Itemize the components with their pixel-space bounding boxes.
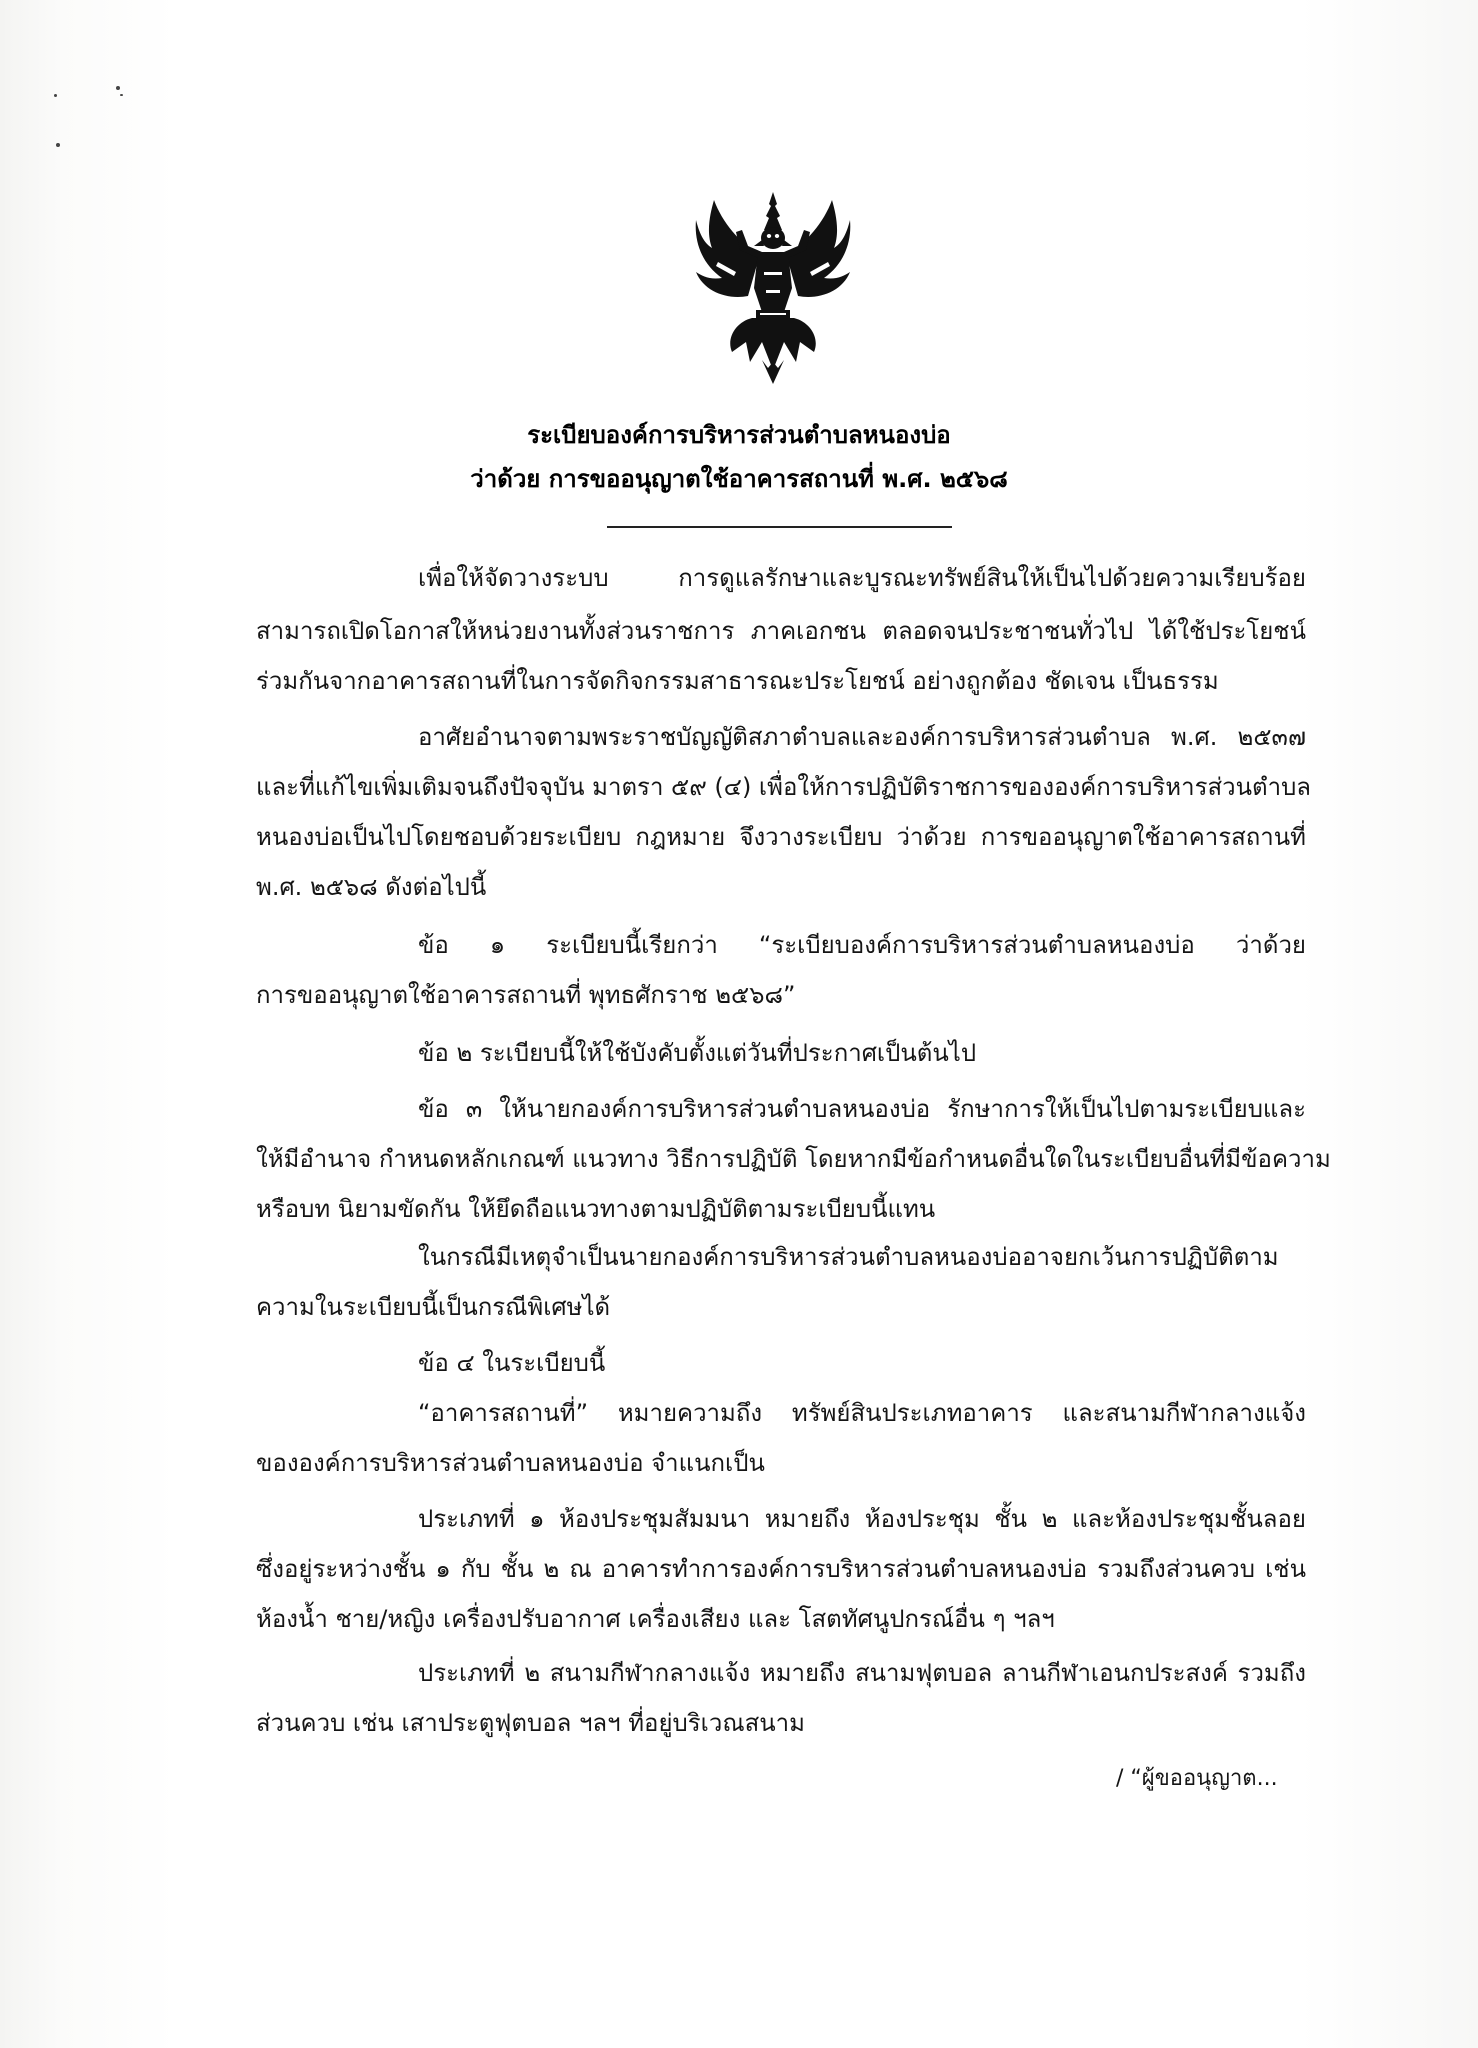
body-line: ห้องน้ำ ชาย/หญิง เครื่องปรับอากาศ เครื่องเสียง และ โสตทัศนูปกรณ์อื่น ๆ ฯลฯ — [256, 1605, 1055, 1633]
body-line: เพื่อให้จัดวางระบบ การดูแลรักษาและบูรณะทรัพย์สินให้เป็นไปด้วยความเรียบร้อย — [418, 564, 1306, 592]
clause-1: ข้อ ๑ ระเบียบนี้เรียกว่า “ระเบียบองค์การบริหารส่วนตำบลหนองบ่อ ว่าด้วย — [418, 931, 1306, 959]
body-line: การขออนุญาตใช้อาคารสถานที่ พุทธศักราช ๒๕๖๘” — [256, 981, 796, 1009]
body-line: ความในระเบียบนี้เป็นกรณีพิเศษได้ — [256, 1293, 611, 1321]
body-line: ส่วนควบ เช่น เสาประตูฟุตบอล ฯลฯ ที่อยู่บริเวณสนาม — [256, 1709, 805, 1737]
body-line: พ.ศ. ๒๕๖๘ ดังต่อไปนี้ — [256, 873, 487, 901]
document-title: ระเบียบองค์การบริหารส่วนตำบลหนองบ่อ — [527, 421, 951, 449]
body-line: สามารถเปิดโอกาสให้หน่วยงานทั้งส่วนราชการ ภาคเอกชน ตลอดจนประชาชนทั่วไป ได้ใช้ประโยชน์ — [256, 617, 1306, 645]
page-continuation: / “ผู้ขออนุญาต... — [1116, 1766, 1278, 1791]
clause-4: ข้อ ๔ ในระเบียบนี้ — [418, 1349, 606, 1377]
body-line: หรือบท นิยามขัดกัน ให้ยึดถือแนวทางตามปฏิบัติตามระเบียบนี้แทน — [256, 1195, 936, 1223]
body-line: ร่วมกันจากอาคารสถานที่ในการจัดกิจกรรมสาธารณะประโยชน์ อย่างถูกต้อง ชัดเจน เป็นธรรม — [256, 667, 1219, 695]
body-line: อาศัยอำนาจตามพระราชบัญญัติสภาตำบลและองค์การบริหารส่วนตำบล พ.ศ. ๒๕๓๗ — [418, 723, 1306, 751]
body-line: ในกรณีมีเหตุจำเป็นนายกองค์การบริหารส่วนตำบลหนองบ่ออาจยกเว้นการปฏิบัติตาม — [418, 1243, 1279, 1271]
body-line: “อาคารสถานที่” หมายความถึง ทรัพย์สินประเภทอาคาร และสนามกีฬากลางแจ้ง — [418, 1399, 1306, 1427]
body-line: ประเภทที่ ๑ ห้องประชุมสัมมนา หมายถึง ห้องประชุม ชั้น ๒ และห้องประชุมชั้นลอย — [418, 1505, 1306, 1533]
title-underline — [607, 526, 952, 528]
body-line: ซึ่งอยู่ระหว่างชั้น ๑ กับ ชั้น ๒ ณ อาคารทำการองค์การบริหารส่วนตำบลหนองบ่อ รวมถึงส่วนควบ เช่น — [256, 1555, 1306, 1583]
body-line: และที่แก้ไขเพิ่มเติมจนถึงปัจจุบัน มาตรา ๕๙ (๔) เพื่อให้การปฏิบัติราชการขององค์การบริหารส่วนตำบล — [256, 773, 1312, 801]
body-line: ขององค์การบริหารส่วนตำบลหนองบ่อ จำแนกเป็น — [256, 1449, 765, 1477]
body-line: หนองบ่อเป็นไปโดยชอบด้วยระเบียบ กฎหมาย จึงวางระเบียบ ว่าด้วย การขออนุญาตใช้อาคารสถานที่ — [256, 823, 1306, 851]
clause-2: ข้อ ๒ ระเบียบนี้ให้ใช้บังคับตั้งแต่วันที่ประกาศเป็นต้นไป — [418, 1039, 977, 1067]
garuda-emblem-icon — [692, 192, 854, 384]
body-line: ประเภทที่ ๒ สนามกีฬากลางแจ้ง หมายถึง สนามฟุตบอล ลานกีฬาเอนกประสงค์ รวมถึง — [418, 1659, 1306, 1687]
clause-3: ข้อ ๓ ให้นายกองค์การบริหารส่วนตำบลหนองบ่อ รักษาการให้เป็นไปตามระเบียบและ — [418, 1095, 1306, 1123]
document-subtitle: ว่าด้วย การขออนุญาตใช้อาคารสถานที่ พ.ศ. ๒๕๖๘ — [470, 465, 1008, 493]
body-line: ให้มีอำนาจ กำหนดหลักเกณฑ์ แนวทาง วิธีการปฏิบัติ โดยหากมีข้อกำหนดอื่นใดในระเบียบอื่นที่มีข้อความ — [256, 1145, 1331, 1173]
